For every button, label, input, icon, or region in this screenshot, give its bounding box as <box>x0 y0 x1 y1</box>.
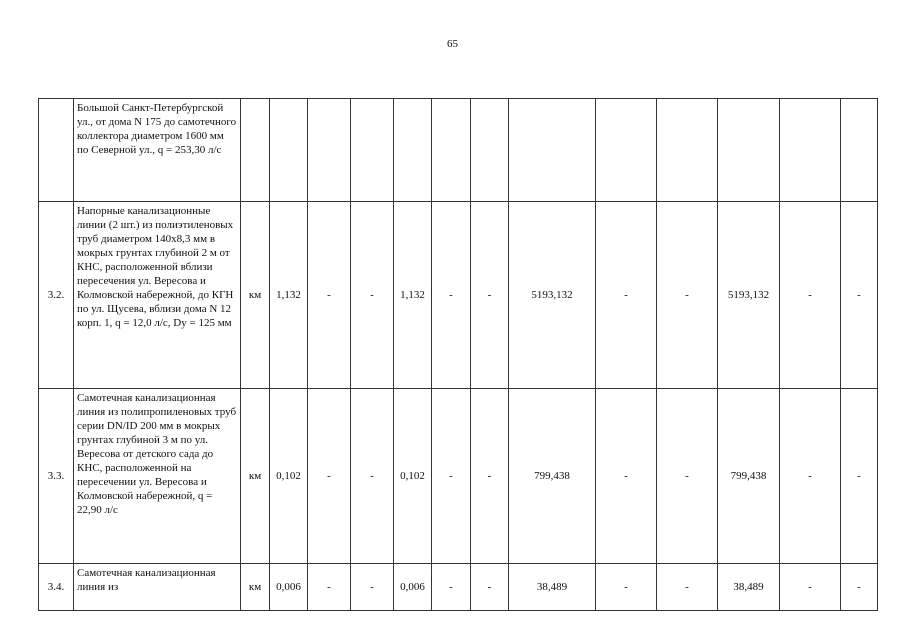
table-row <box>39 389 878 564</box>
value-cell: - <box>596 389 657 564</box>
value-cell: 0,102 <box>394 389 432 564</box>
value-cell: - <box>841 202 878 389</box>
value-cell <box>718 99 780 202</box>
value-cell: - <box>308 564 351 611</box>
value-cell: - <box>351 389 394 564</box>
unit-cell: км <box>241 389 270 564</box>
value-cell <box>394 99 432 202</box>
table-row <box>39 564 878 611</box>
value-cell: - <box>471 389 509 564</box>
value-cell: - <box>308 389 351 564</box>
row-description: Напорные канализационные линии (2 шт.) из полиэтиленовых труб диаметром 140х8,3 мм в мокрых грунтах глубиной 2 м от КНС, расположенной вблизи пересечения ул. Вересова и Колмовской набережной, до КГН по ул. Щусева, вблизи дома N 12 корп. 1, q = 12,0 л/с, Dy = 125 мм <box>74 202 241 389</box>
unit-cell <box>241 99 270 202</box>
value-cell: - <box>432 202 471 389</box>
value-cell: - <box>780 564 841 611</box>
row-description-text: Самотечная канализационная линия из <box>77 567 216 593</box>
table-row <box>39 99 878 202</box>
value-cell: - <box>657 564 718 611</box>
value-cell <box>657 99 718 202</box>
value-cell: 1,132 <box>270 202 308 389</box>
value-cell <box>432 99 471 202</box>
row-number <box>39 99 74 202</box>
value-cell: 5193,132 <box>509 202 596 389</box>
value-cell: - <box>351 564 394 611</box>
value-cell: 799,438 <box>718 389 780 564</box>
value-cell: - <box>432 389 471 564</box>
value-cell: - <box>780 202 841 389</box>
row-description: Самотечная канализационная линия из полипропиленовых труб серии DN/ID 200 мм в мокрых грунтах глубиной 3 м по ул. Вересова от детского сада до КНС, расположенной на пересечении ул. Вересова и Колмовской набережной, q = 22,90 л/с <box>74 389 241 564</box>
value-cell: - <box>351 202 394 389</box>
row-description: Большой Санкт-Петербургской ул., от дома N 175 до самотечного коллектора диаметром 1600 мм по Северной ул., q = 253,30 л/с <box>74 99 241 202</box>
value-cell: 1,132 <box>394 202 432 389</box>
value-cell: - <box>657 389 718 564</box>
value-cell <box>471 99 509 202</box>
investment-table <box>38 98 878 611</box>
value-cell: - <box>657 202 718 389</box>
row-description <box>74 564 241 611</box>
value-cell: 0,006 <box>394 564 432 611</box>
page-number: 65 <box>447 38 458 50</box>
value-cell <box>596 99 657 202</box>
value-cell: - <box>308 202 351 389</box>
value-cell: 0,102 <box>270 389 308 564</box>
value-cell: - <box>780 389 841 564</box>
unit-cell: км <box>241 564 270 611</box>
row-number: 3.4. <box>39 564 74 611</box>
table-row <box>39 202 878 389</box>
value-cell <box>841 99 878 202</box>
value-cell: 38,489 <box>718 564 780 611</box>
value-cell <box>308 99 351 202</box>
value-cell: - <box>841 389 878 564</box>
value-cell: - <box>596 564 657 611</box>
unit-cell: км <box>241 202 270 389</box>
value-cell <box>270 99 308 202</box>
row-number: 3.3. <box>39 389 74 564</box>
value-cell <box>351 99 394 202</box>
value-cell: - <box>841 564 878 611</box>
value-cell <box>509 99 596 202</box>
value-cell: - <box>432 564 471 611</box>
value-cell: 5193,132 <box>718 202 780 389</box>
value-cell: - <box>596 202 657 389</box>
value-cell: 799,438 <box>509 389 596 564</box>
value-cell: 38,489 <box>509 564 596 611</box>
value-cell: - <box>471 202 509 389</box>
value-cell: - <box>471 564 509 611</box>
row-number: 3.2. <box>39 202 74 389</box>
value-cell <box>780 99 841 202</box>
value-cell: 0,006 <box>270 564 308 611</box>
